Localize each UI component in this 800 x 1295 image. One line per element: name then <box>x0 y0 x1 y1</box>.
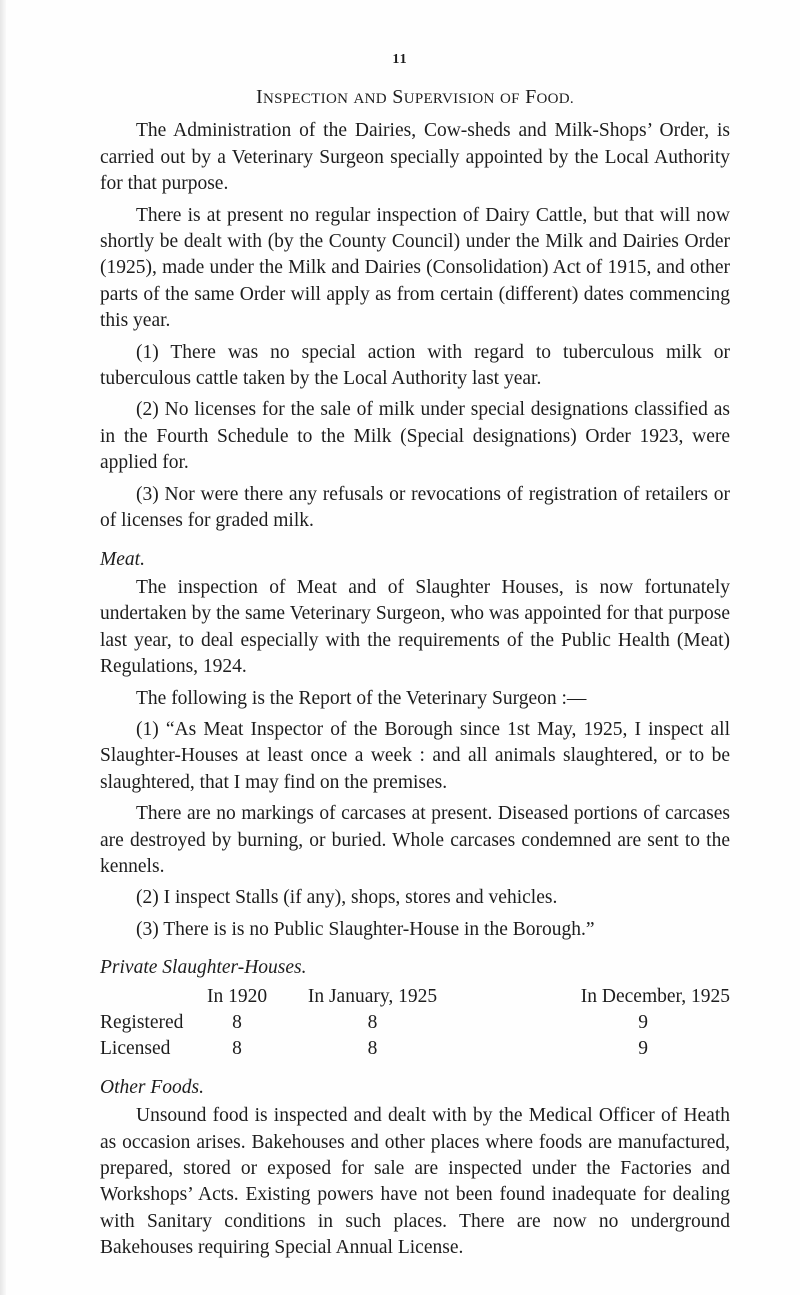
meat-paragraph-inspector: (1) “As Meat Inspector of the Borough since 1st May, 1925, I inspect all Slaughter-Houses at least once a week : and all animals slaughtered, or to be slaughtered, that I may find on the premises. <box>100 718 730 793</box>
row-label-registered: Registered <box>100 1012 184 1033</box>
heading-word-1-rest: NSPECTION <box>263 91 349 107</box>
cell-licensed-dec: 9 <box>638 1038 648 1060</box>
table-header-jan-1925: In January, 1925 <box>307 985 438 1007</box>
row-label-licensed: Licensed <box>100 1038 171 1060</box>
intro-paragraph-refusals: (3) Nor were there any refusals or revocations of registration of retailers or of licenses for graded milk. <box>100 483 730 532</box>
cell-licensed-jan: 8 <box>367 1038 378 1060</box>
table-header-1920: In 1920 <box>206 985 268 1007</box>
meat-paragraph-public-slaughter: (3) There is is no Public Slaughter-House in the Borough.” <box>136 918 595 940</box>
heading-word-3-rest: UPERVISION <box>403 91 495 107</box>
meat-paragraph-stalls: (2) I inspect Stalls (if any), shops, stores and vehicles. <box>136 887 558 909</box>
cell-registered-jan: 8 <box>367 1012 378 1033</box>
table-header-dec-1925: In December, 1925 <box>580 985 730 1007</box>
page-binding-edge <box>0 0 6 1295</box>
intro-paragraph-administration: The Administration of the Dairies, Cow-sheds and Milk-Shops’ Order, is carried out by a Veterinary Surgeon specially appointed by the Local Authority for that purpose. <box>100 120 730 195</box>
intro-paragraph-licenses: (2) No licenses for the sale of milk under special designations classified as in the Fourth Schedule to the Milk (Special designations) Order 1923, were applied for. <box>100 399 730 474</box>
table-row <box>100 1010 730 1036</box>
table-header-label <box>100 984 197 1010</box>
table-row <box>100 1036 730 1062</box>
heading-word-1-cap: I <box>256 86 263 108</box>
cell-registered-1920: 8 <box>232 1012 242 1033</box>
other-foods-paragraph: Unsound food is inspected and dealt with by the Medical Officer of Heath as occasion arises. Bakehouses and other places where foods are manufactured, prepared, stored or exposed for sale are inspected under the Factories and Workshops’ Acts. Existing powers have not been found inadequate for dealing with Sanitary conditions in such places. There are now no underground Bakehouses requiring Special Annual License. <box>100 1105 730 1259</box>
meat-paragraph-carcases: There are no markings of carcases at present. Diseased portions of carcases are destroyed by burning, or buried. Whole carcases condemned are sent to the kennels. <box>100 803 730 877</box>
intro-paragraph-dairy-cattle: There is at present no regular inspection of Dairy Cattle, but that will now shortly be dealt with (by the County Council) under the Milk and Dairies Order (1925), made under the Milk and Dairies (Consolidation) Act of 1915, and other parts of the same Order will apply as from certain (different) dates commencing this year. <box>100 204 730 332</box>
document-body <box>100 84 730 1267</box>
heading-word-5-cap: F <box>525 86 537 108</box>
heading-word-2: AND <box>353 91 387 107</box>
table-header-row <box>100 984 730 1010</box>
intro-paragraph-tuberculous: (1) There was no special action with regard to tuberculous milk or tuberculous cattle taken by the Local Authority last year. <box>100 341 730 390</box>
slaughter-house-table <box>100 984 730 1063</box>
heading-word-5-rest: OOD. <box>536 91 574 107</box>
meat-paragraph-report-intro: The following is the Report of the Veterinary Surgeon :— <box>136 687 587 709</box>
meat-heading: Meat. <box>100 548 145 570</box>
meat-paragraph-inspection: The inspection of Meat and of Slaughter Houses, is now fortunately undertaken by the same Veterinary Surgeon, who was appointed for that purpose last year, to deal especially with the requirements of the Public Health (Meat) Regulations, 1924. <box>100 576 730 678</box>
cell-licensed-1920: 8 <box>232 1038 242 1060</box>
cell-registered-dec: 9 <box>638 1012 648 1033</box>
heading-word-4: OF <box>499 91 520 107</box>
private-slaughter-heading: Private Slaughter-Houses. <box>100 957 307 979</box>
page-number: 11 <box>392 52 408 67</box>
heading-word-3-cap: S <box>392 86 404 108</box>
other-foods-heading: Other Foods. <box>100 1076 204 1098</box>
section-heading <box>100 84 730 112</box>
